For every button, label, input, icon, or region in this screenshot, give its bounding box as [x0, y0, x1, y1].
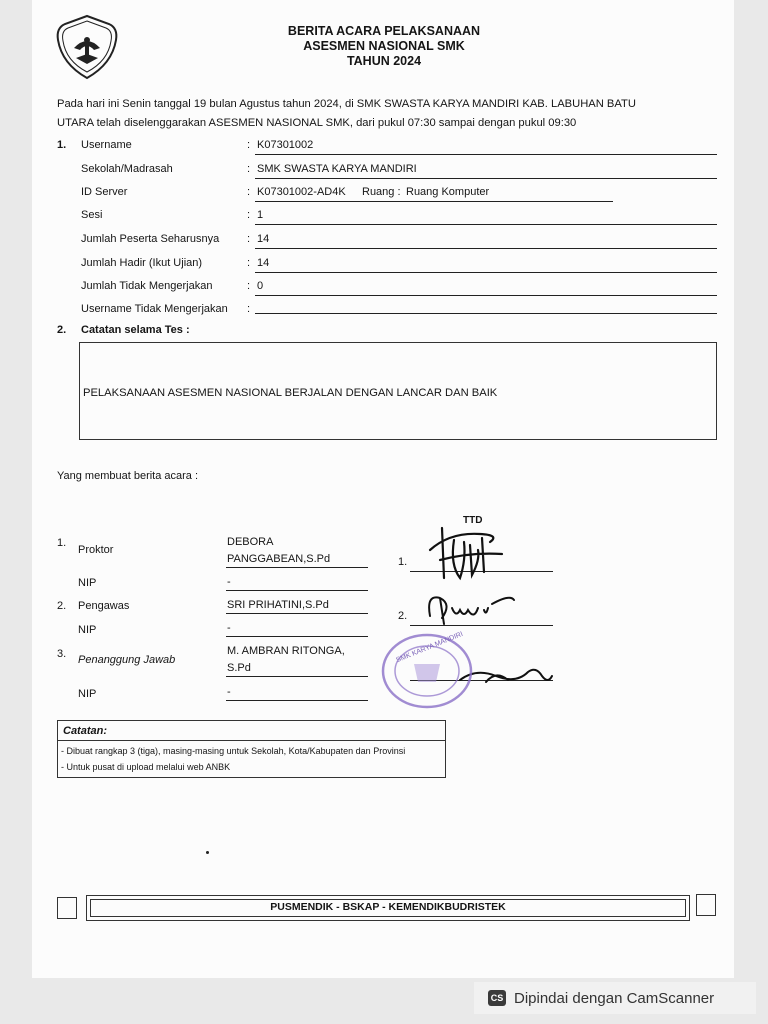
- field-label-usernames-not-working: Username Tidak Mengerjakan: [81, 303, 228, 315]
- colon: :: [247, 209, 251, 221]
- footer-text: PUSMENDIK - BSKAP - KEMENDIKBUDRISTEK: [270, 901, 506, 913]
- field-value-school: SMK SWASTA KARYA MANDIRI: [257, 163, 417, 175]
- intro-line-2: UTARA telah diselenggarakan ASESMEN NASIONAL SMK, dari pukul 07:30 sampai dengan pukul 09:30: [57, 117, 577, 129]
- field-label-expected-participants: Jumlah Peserta Seharusnya: [81, 233, 220, 245]
- notes-title: Catatan:: [63, 725, 108, 737]
- speck: [206, 851, 209, 854]
- notes-item-2: - Untuk pusat di upload melalui web ANBK: [61, 762, 231, 772]
- signer-3-name-line2: S.Pd: [227, 662, 251, 674]
- signer-3-name-line1: M. AMBRAN RITONGA,: [227, 645, 345, 657]
- underline: [226, 567, 368, 568]
- underline: [255, 201, 613, 202]
- underline: [226, 636, 368, 637]
- signer-2-name-line1: SRI PRIHATINI,S.Pd: [227, 599, 329, 611]
- colon: :: [247, 186, 251, 198]
- document-page: [32, 0, 734, 978]
- underline: [255, 224, 717, 225]
- ttd-label: TTD: [463, 515, 483, 526]
- field-label-id-server: ID Server: [81, 186, 128, 198]
- colon: :: [247, 303, 251, 315]
- signer-1-name-line1: DEBORA: [227, 536, 274, 548]
- section-1-number: 1.: [57, 139, 67, 151]
- signer-1-nip-value: -: [227, 576, 231, 588]
- field-value-id-server: K07301002-AD4K: [257, 186, 346, 198]
- colon: :: [247, 233, 251, 245]
- signer-1-role: Proktor: [78, 544, 114, 556]
- test-notes-box: [79, 342, 717, 440]
- signer-2-nip-value: -: [227, 622, 231, 634]
- footer-left-box: [57, 897, 77, 919]
- field-label-not-working: Jumlah Tidak Mengerjakan: [81, 280, 213, 292]
- document-title-line2: ASESMEN NASIONAL SMK: [303, 39, 465, 53]
- camscanner-label: Dipindai dengan CamScanner: [514, 990, 715, 1007]
- signature-2-number: 2.: [398, 610, 408, 622]
- field-label-room: Ruang :: [362, 186, 401, 198]
- colon: :: [247, 257, 251, 269]
- colon: :: [247, 139, 251, 151]
- camscanner-icon: CS: [488, 990, 506, 1006]
- section-2-label: Catatan selama Tes :: [81, 324, 190, 336]
- footer-right-box: [696, 894, 716, 916]
- underline: [255, 272, 717, 273]
- field-label-school: Sekolah/Madrasah: [81, 163, 173, 175]
- underline: [226, 676, 368, 677]
- footer-box: [86, 895, 690, 921]
- notes-box: [57, 720, 446, 778]
- section-2-number: 2.: [57, 324, 67, 336]
- field-label-username: Username: [81, 139, 132, 151]
- field-label-session: Sesi: [81, 209, 103, 221]
- field-value-expected-participants: 14: [257, 233, 270, 245]
- signer-1-number: 1.: [57, 537, 67, 549]
- test-notes-text: PELAKSANAAN ASESMEN NASIONAL BERJALAN DENGAN LANCAR DAN BAIK: [83, 387, 498, 399]
- stamp-text: SMK KARYA MANDIRI: [395, 630, 465, 665]
- field-value-session: 1: [257, 209, 264, 221]
- field-label-attendance: Jumlah Hadir (Ikut Ujian): [81, 257, 203, 269]
- signature-2-icon: [422, 588, 518, 628]
- underline: [226, 590, 368, 591]
- signers-heading: Yang membuat berita acara :: [57, 470, 199, 482]
- underline: [255, 295, 717, 296]
- signer-2-number: 2.: [57, 600, 67, 612]
- underline: [255, 248, 717, 249]
- underline: [255, 178, 717, 179]
- camscanner-watermark: [474, 982, 756, 1014]
- signer-1-name-line2: PANGGABEAN,S.Pd: [227, 553, 331, 565]
- document-title-year: TAHUN 2024: [346, 54, 422, 68]
- signer-2-role: Pengawas: [78, 600, 130, 612]
- document-title-line1: BERITA ACARA PELAKSANAAN: [287, 24, 481, 38]
- school-stamp: [380, 632, 474, 710]
- signer-3-nip-value: -: [227, 686, 231, 698]
- underline: [226, 613, 368, 614]
- underline: [255, 154, 717, 155]
- colon: :: [247, 163, 251, 175]
- signer-3-number: 3.: [57, 648, 67, 660]
- signer-3-role: Penanggung Jawab: [78, 654, 176, 666]
- signature-1-icon: [420, 520, 510, 585]
- colon: :: [247, 280, 251, 292]
- field-value-attendance: 14: [257, 257, 270, 269]
- underline: [226, 700, 368, 701]
- signer-2-nip-label: NIP: [78, 624, 97, 636]
- field-value-not-working: 0: [257, 280, 264, 292]
- field-value-username: K07301002: [257, 139, 314, 151]
- signer-3-nip-label: NIP: [78, 688, 97, 700]
- signature-1-number: 1.: [398, 556, 408, 568]
- notes-header: [58, 721, 445, 741]
- underline: [255, 313, 717, 314]
- intro-line-1: Pada hari ini Senin tanggal 19 bulan Agustus tahun 2024, di SMK SWASTA KARYA MANDIRI KAB. LABUHAN BATU: [57, 98, 636, 110]
- signer-1-nip-label: NIP: [78, 577, 97, 589]
- field-value-room: Ruang Komputer: [406, 186, 490, 198]
- notes-item-1: - Dibuat rangkap 3 (tiga), masing-masing untuk Sekolah, Kota/Kabupaten dan Provinsi: [61, 746, 406, 756]
